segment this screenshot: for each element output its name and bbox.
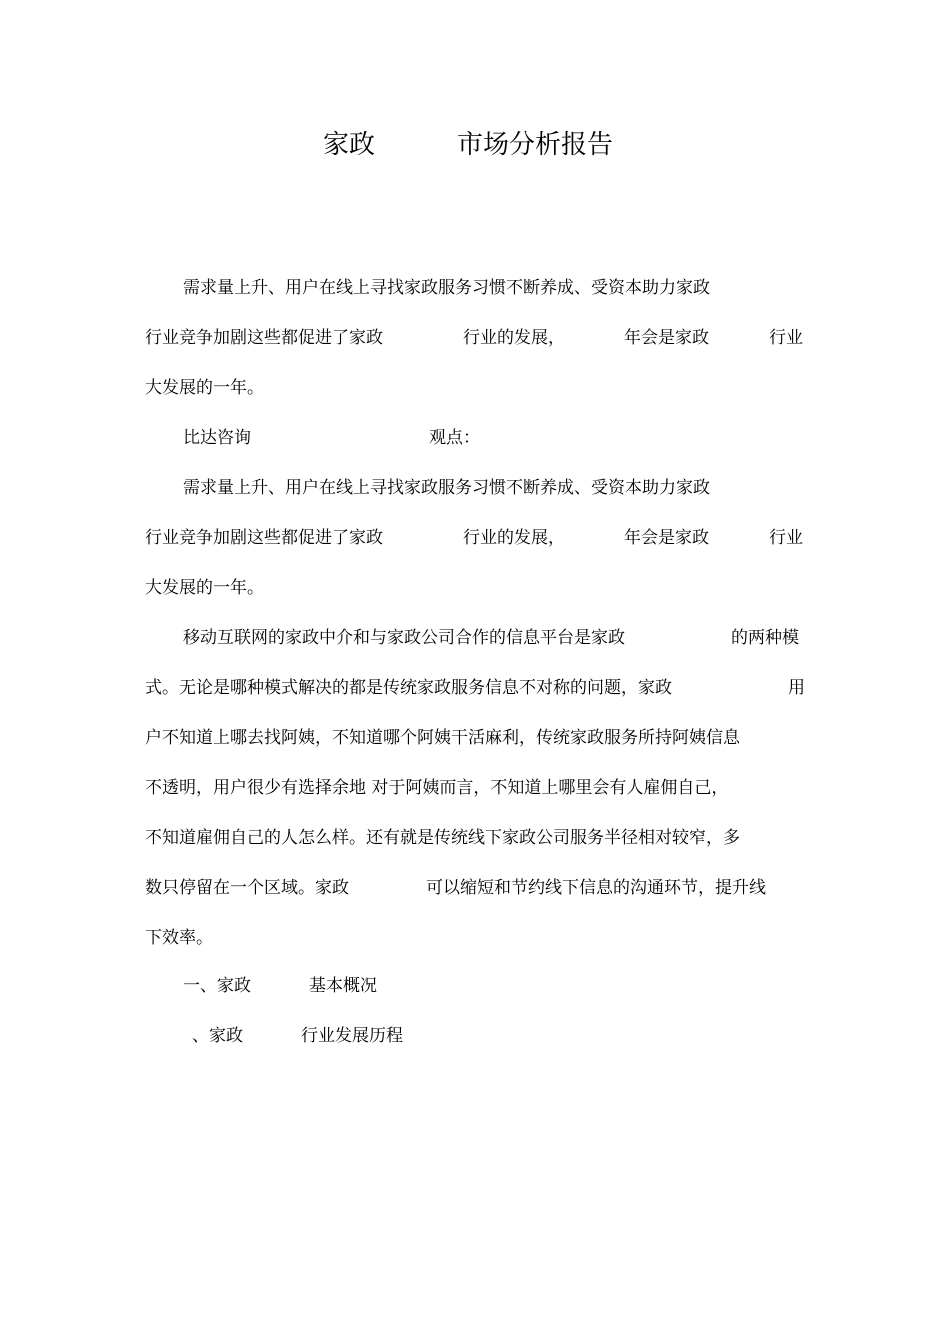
section-heading-1-1-a: 、家政 xyxy=(192,1026,243,1046)
para1-line3-text: 大发展的一年。 xyxy=(145,378,264,398)
para3-line4-text: 不透明，用户很少有选择余地 对于阿姨而言，不知道上哪里会有人雇佣自己， xyxy=(145,778,729,798)
para3-line6-text-b: 可以缩短和节约线下信息的沟通环节，提升线 xyxy=(426,878,766,898)
para3-line1-text-b: 的两种模 xyxy=(731,628,799,648)
para3-line5 xyxy=(0,825,950,851)
para1-line2 xyxy=(0,325,950,351)
para3-line3 xyxy=(0,725,950,751)
para2-line2-text-b: 行业的发展， xyxy=(463,528,565,548)
para2-line1 xyxy=(0,475,950,501)
para3-line2 xyxy=(0,675,950,701)
section-heading-1-1 xyxy=(0,1023,950,1049)
para2-line1-text: 需求量上升、用户在线上寻找家政服务习惯不断养成、受资本助力家政 xyxy=(183,478,710,498)
para3-line7-text: 下效率。 xyxy=(145,928,213,948)
para3-line6-text-a: 数只停留在一个区域。家政 xyxy=(145,878,349,898)
viewpoint-source: 比达咨询 xyxy=(183,428,251,448)
para2-line3 xyxy=(0,575,950,601)
para3-line7 xyxy=(0,925,950,951)
section-heading-1-a: 一、家政 xyxy=(183,976,251,996)
para1-line1 xyxy=(0,275,950,301)
title-part-2: 市场分析报告 xyxy=(457,130,614,160)
para2-line2-text-c: 年会是家政 xyxy=(624,528,709,548)
section-heading-1-1-b: 行业发展历程 xyxy=(301,1026,403,1046)
para3-line5-text: 不知道雇佣自己的人怎么样。还有就是传统线下家政公司服务半径相对较窄，多 xyxy=(145,828,740,848)
para3-line2-text-a: 式。无论是哪种模式解决的都是传统家政服务信息不对称的问题，家政 xyxy=(145,678,672,698)
section-heading-1-b: 基本概况 xyxy=(309,976,377,996)
para3-line4 xyxy=(0,775,950,801)
para3-line1-text-a: 移动互联网的家政中介和与家政公司合作的信息平台是家政 xyxy=(183,628,625,648)
para1-line2-text-a: 行业竞争加剧这些都促进了家政 xyxy=(145,328,383,348)
para3-line3-text: 户不知道上哪去找阿姨，不知道哪个阿姨干活麻利，传统家政服务所持阿姨信息 xyxy=(145,728,740,748)
title-part-1: 家政 xyxy=(323,130,376,160)
para1-line2-text-b: 行业的发展， xyxy=(463,328,565,348)
para3-line6 xyxy=(0,875,950,901)
para1-line2-text-d: 行业 xyxy=(769,328,803,348)
para3-line1 xyxy=(0,625,950,651)
para2-line2-text-a: 行业竞争加剧这些都促进了家政 xyxy=(145,528,383,548)
para2-line3-text: 大发展的一年。 xyxy=(145,578,264,598)
para1-line1-text: 需求量上升、用户在线上寻找家政服务习惯不断养成、受资本助力家政 xyxy=(183,278,710,298)
para3-line2-text-b: 用 xyxy=(788,678,805,698)
para1-line2-text-c: 年会是家政 xyxy=(624,328,709,348)
document-title xyxy=(0,125,950,165)
viewpoint-line xyxy=(0,425,950,451)
section-heading-1 xyxy=(0,973,950,999)
viewpoint-label: 观点： xyxy=(429,428,480,448)
para2-line2-text-d: 行业 xyxy=(769,528,803,548)
para1-line3 xyxy=(0,375,950,401)
para2-line2 xyxy=(0,525,950,551)
